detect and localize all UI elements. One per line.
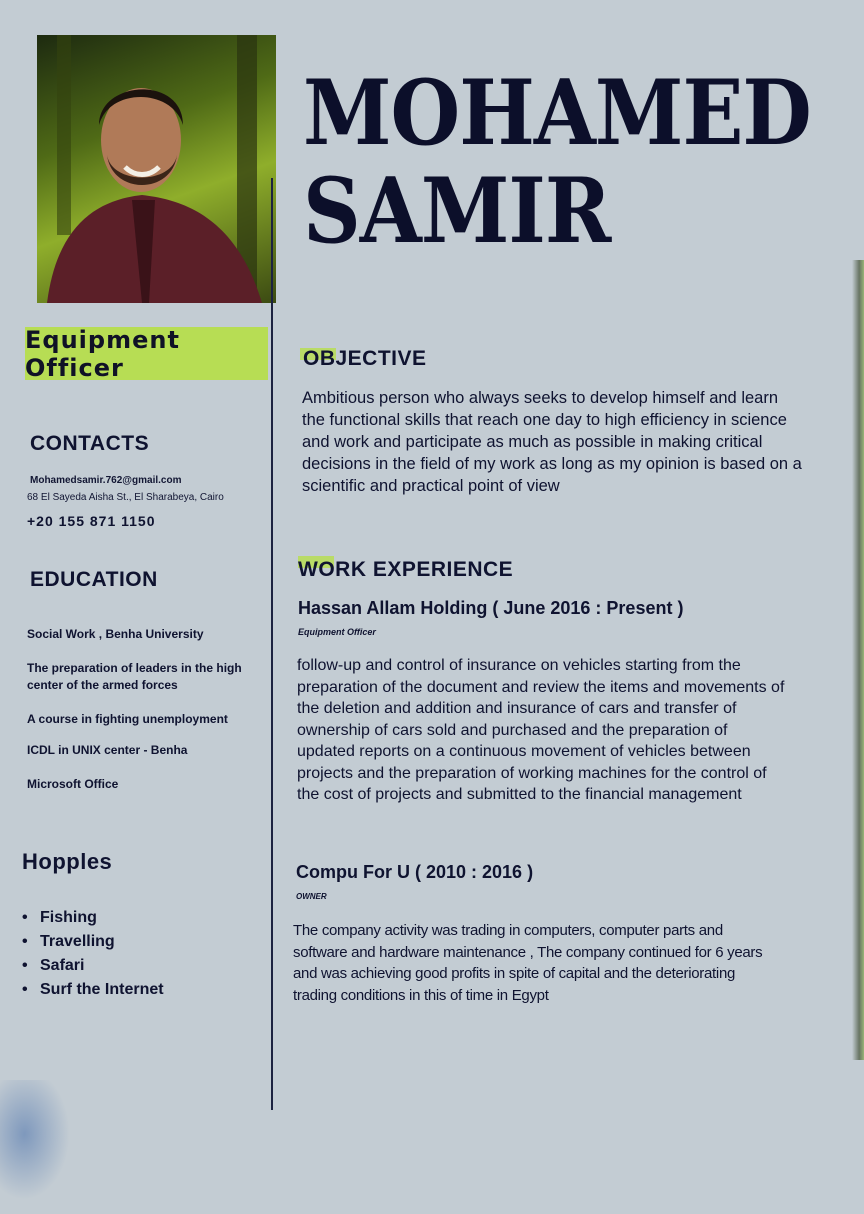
- objective-text: Ambitious person who always seeks to develop himself and learn the functional skills that reach one day to high efficiency in science and work and participate as much as possible in making critical decisions in the field of my work as long as my opinion is based on a scientific and practical point of view: [302, 389, 802, 495]
- job-title-badge: Equipment Officer: [25, 327, 268, 380]
- job-header: Compu For U ( 2010 : 2016 ): [296, 862, 534, 882]
- hobby-item: [22, 930, 164, 954]
- hobby-label: Fishing: [40, 909, 97, 926]
- education-item: ICDL in UNIX center - Benha: [27, 743, 188, 757]
- contact-email[interactable]: Mohamedsamir.762@gmail.com: [30, 475, 182, 486]
- hobbies-list: [22, 906, 164, 1002]
- hobby-item: [22, 978, 164, 1002]
- job-role: OWNER: [296, 892, 327, 901]
- job-description: follow-up and control of insurance on vehicles starting from the preparation of the document and review the items and movements of the deletion and addition and insurance of cars and transfer of ownership of cars sold and purchased and the preparation of updated reports on a continuous movement of vehicles between projects and the preparation of working machines for the control of the cost of projects and submitted to the financial management: [297, 657, 785, 803]
- job-role: Equipment Officer: [298, 627, 376, 637]
- hobby-label: Surf the Internet: [40, 981, 164, 998]
- job-description: The company activity was trading in computers, computer parts and software and hardware maintenance , The company continued for 6 years and was achieving good profits in spite of capital and the deteriorating trading conditions in this of time in Egypt: [293, 922, 763, 1004]
- education-item: A course in fighting unemployment: [27, 712, 228, 726]
- name-last: SAMIR: [303, 158, 611, 264]
- education-item: Microsoft Office: [27, 777, 119, 791]
- education-item: The preparation of leaders in the high center of the armed forces: [27, 661, 242, 692]
- hobbies-heading: Hopples: [22, 849, 113, 874]
- hobby-label: Safari: [40, 957, 85, 974]
- contacts-heading: CONTACTS: [30, 432, 150, 455]
- bullet-icon: •: [22, 909, 28, 926]
- contact-phone[interactable]: +20 155 871 1150: [27, 513, 156, 529]
- job-header: Hassan Allam Holding ( June 2016 : Present ): [298, 598, 684, 618]
- contact-address: 68 El Sayeda Aisha St., El Sharabeya, Cairo: [27, 492, 224, 503]
- education-heading: EDUCATION: [30, 568, 158, 591]
- bullet-icon: •: [22, 933, 28, 950]
- hobby-label: Travelling: [40, 933, 115, 950]
- bullet-icon: •: [22, 957, 28, 974]
- column-divider: [271, 178, 273, 1110]
- objective-heading: OBJECTIVE: [303, 347, 427, 370]
- ink-stain: [0, 1080, 70, 1200]
- page-edge-shadow: [852, 260, 864, 1060]
- hobby-item: [22, 954, 164, 978]
- hobby-item: [22, 906, 164, 930]
- name-first: MOHAMED: [303, 60, 811, 166]
- profile-photo: [37, 35, 276, 303]
- work-experience-heading: WORK EXPERIENCE: [298, 558, 514, 581]
- education-item: Social Work , Benha University: [27, 627, 204, 641]
- bullet-icon: •: [22, 981, 28, 998]
